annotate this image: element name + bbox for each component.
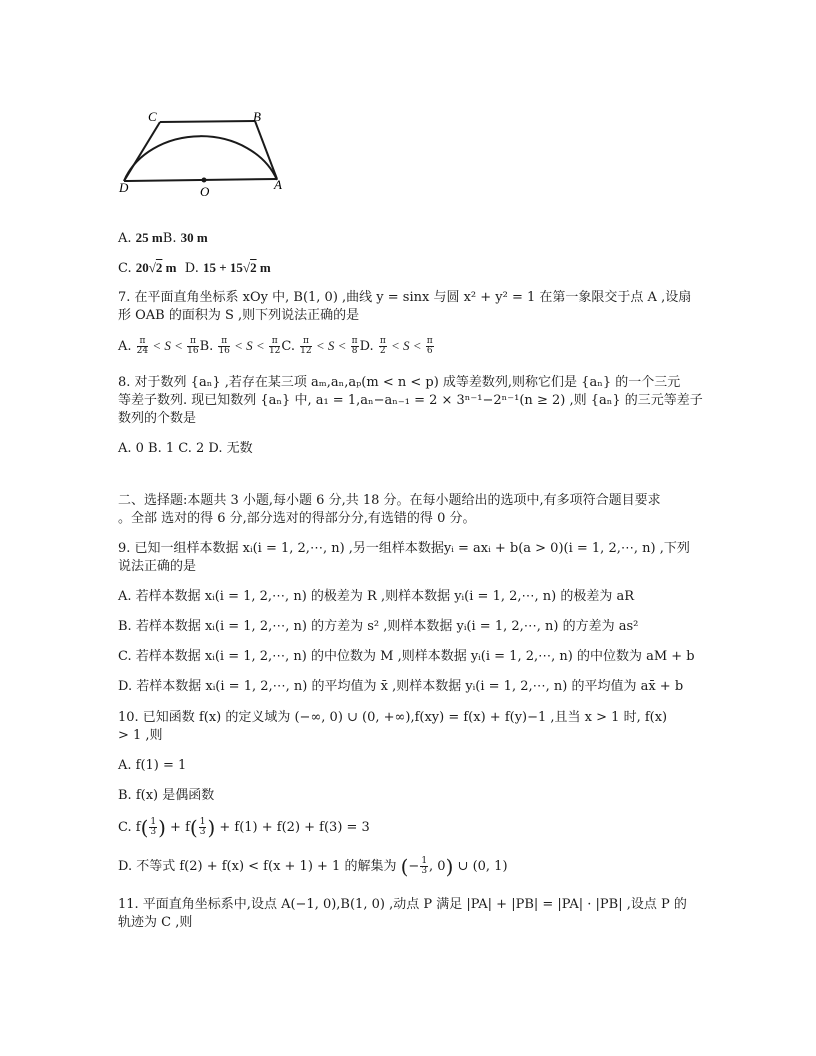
q6-options-row1 [118, 229, 208, 248]
q6-option-d-label: D. [184, 261, 199, 276]
side-dc [124, 122, 160, 181]
side-ba [255, 121, 277, 179]
q11-stem-line1: 11. 平面直角坐标系中,设点 A(−1, 0),B(1, 0) ,动点 P 满足 |PA| + |PB| = |PA| · |PB| ,设点 P 的 [118, 897, 687, 912]
label-c: C [148, 109, 157, 124]
q9-option-d: D. 若样本数据 xᵢ(i = 1, 2,⋯, n) 的平均值为 x̄ ,则样本数据 yᵢ(i = 1, 2,⋯, n) 的平均值为 ax̄ + b [118, 679, 684, 694]
label-o: O [200, 184, 210, 199]
center-point-o [202, 178, 207, 183]
q6-option-a-label: A. [118, 231, 132, 246]
q7-stem-line1: 7. 在平面直角坐标系 xOy 中, B(1, 0) ,曲线 y = sinx 与圆 x² + y² = 1 在第一象限交于点 A ,设扇 [118, 290, 692, 305]
q6-options-row2 [118, 259, 271, 278]
q6-option-d-value: 15 + 15√2 m [203, 260, 271, 275]
q6-option-b-label: B. [162, 231, 177, 246]
base-line-da [124, 179, 277, 181]
section2-instructions-line2: 。全部 选对的得 6 分,部分选对的得部分分,有选错的得 0 分。 [118, 511, 476, 526]
q6-option-b-value: 30 m [180, 230, 208, 245]
q6-option-c-label: C. [118, 261, 132, 276]
q6-option-a-value: 25 m [135, 230, 163, 245]
section2-instructions-line1: 二、选择题:本题共 3 小题,每小题 6 分,共 18 分。在每小题给出的选项中,有多项符合题目要求 [118, 493, 661, 508]
label-d: D [119, 180, 129, 195]
q8-stem-line1: 8. 对于数列 {aₙ} ,若存在某三项 aₘ,aₙ,aₚ(m < n < p) 成等差数列,则称它们是 {aₙ} 的一个三元 [118, 375, 681, 390]
q8-stem-line3: 数列的个数是 [118, 411, 197, 426]
q10-stem-line1: 10. 已知函数 f(x) 的定义域为 (−∞, 0) ∪ (0, +∞),f(xy) = f(x) + f(y)−1 ,且当 x > 1 时, f(x) [118, 710, 668, 725]
q10-option-b: B. f(x) 是偶函数 [118, 788, 215, 803]
label-b: B [253, 109, 261, 124]
q9-option-a: A. 若样本数据 xᵢ(i = 1, 2,⋯, n) 的极差为 R ,则样本数据 yᵢ(i = 1, 2,⋯, n) 的极差为 aR [118, 589, 635, 604]
q8-options: A. 0 B. 1 C. 2 D. 无数 [118, 441, 253, 456]
q8-stem-line2: 等差子数列. 现已知数列 {aₙ} 中, a₁ = 1,aₙ−aₙ₋₁ = 2 × 3ⁿ⁻¹−2ⁿ⁻¹(n ≥ 2) ,则 {aₙ} 的三元等差子 [118, 393, 703, 408]
q9-stem-line1: 9. 已知一组样本数据 xᵢ(i = 1, 2,⋯, n) ,另一组样本数据yᵢ = axᵢ + b(a > 0)(i = 1, 2,⋯, n) ,下列 [118, 541, 690, 556]
q10-option-c: C. f( $\frac{1}{3}$ ) + f( $\frac{1}{3}$ ) + f(1) + f(2) + f(3) = 3 [118, 815, 370, 840]
q6-option-c-value: 20√2 m [135, 260, 177, 275]
q11-stem-line2: 轨迹为 C ,则 [118, 915, 193, 930]
q7-options: A. $\frac{\pi}{24}$ < S < $\frac{\pi}{16}$ B. $\frac{\pi}{16}$ < S < $\frac{\pi}{12}$ C. $\frac{\pi}{12}$ < S < $\frac{\pi}{8}$ D. $\frac{\pi}{2}$ < S < $\frac{\pi}{6}$ [118, 336, 433, 356]
trapezoid-semicircle-figure [115, 104, 295, 199]
q9-option-b: B. 若样本数据 xᵢ(i = 1, 2,⋯, n) 的方差为 s² ,则样本数据 yᵢ(i = 1, 2,⋯, n) 的方差为 as² [118, 619, 639, 634]
q10-option-d: D. 不等式 f(2) + f(x) < f(x + 1) + 1 的解集为 (− $\frac{1}{3}$ , 0) ∪ (0, 1) [118, 854, 508, 879]
top-cb [160, 121, 255, 122]
q10-option-a: A. f(1) = 1 [118, 758, 187, 773]
q7-stem-line2: 形 OAB 的面积为 S ,则下列说法正确的是 [118, 308, 360, 323]
q9-option-c: C. 若样本数据 xᵢ(i = 1, 2,⋯, n) 的中位数为 M ,则样本数据 yᵢ(i = 1, 2,⋯, n) 的中位数为 aM + b [118, 649, 695, 664]
q9-stem-line2: 说法正确的是 [118, 559, 197, 574]
q10-stem-line2: > 1 ,则 [118, 728, 163, 743]
label-a: A [274, 177, 282, 192]
